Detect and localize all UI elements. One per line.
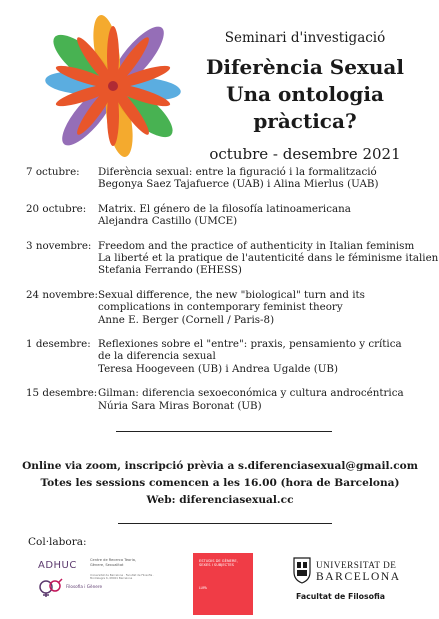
- adhuc-logo: [38, 556, 168, 606]
- lupa-text: ESTUDIS DE GÈNERE, SEXES I SUBJECTES: [199, 559, 238, 568]
- date-range: octubre - desembre 2021: [209, 145, 401, 163]
- session-title-continued: complications in contemporary feminist theory: [98, 301, 343, 314]
- session-speakers: Teresa Hoogeveen (UB) i Andrea Ugalde (UB): [98, 362, 338, 375]
- seminar-kicker: Seminari d'investigació: [224, 30, 386, 46]
- ub-faculty: Facultat de Filosofia: [296, 592, 386, 601]
- adhuc-center-name: Centre de Recerca Teoria, Gènere, Sexualitat: [90, 558, 137, 567]
- session-title: Sexual difference, the new "biological" turn and its: [98, 288, 365, 301]
- session-title-translation: La liberté et la pratique de l'autenticité dans le féminisme italien: [98, 252, 439, 265]
- session-date: 3 novembre:: [26, 239, 92, 252]
- flower-petals-logo: [36, 6, 190, 160]
- session-date: 24 novembre:: [26, 288, 98, 301]
- website-line: Web: diferenciasexual.cc: [146, 494, 294, 506]
- session-speakers: Anne E. Berger (Cornell / Paris-8): [98, 313, 275, 326]
- adhuc-name: ADHUC: [38, 560, 77, 571]
- ub-logo: [292, 556, 400, 610]
- session-date: 7 octubre:: [26, 166, 80, 178]
- session-title: Gilman: diferencia sexoeconómica y cultura androcéntrica: [98, 387, 404, 400]
- schedule-line: Totes les sessions comencen a les 16.00 (hora de Barcelona): [40, 477, 400, 489]
- session-item: [26, 338, 430, 375]
- session-speakers: Stefania Ferrando (EHESS): [98, 264, 242, 277]
- session-date: 15 desembre:: [26, 387, 98, 400]
- session-date: 1 desembre:: [26, 338, 91, 351]
- session-title: Freedom and the practice of authenticity in Italian feminism: [98, 239, 415, 252]
- session-speakers: Alejandra Castillo (UMCE): [98, 215, 238, 228]
- session-list: [26, 166, 439, 424]
- adhuc-address: Universitat de Barcelona · Facultat de Filosofia · Montalegre 6, 08001 Barcelona: [90, 573, 154, 581]
- session-item: [26, 239, 439, 277]
- session-speakers: Begonya Saez Tajafuerce (UAB) i Alina Mierlus (UAB): [98, 178, 379, 191]
- divider: [116, 431, 332, 432]
- session-title: Diferència sexual: entre la figuració i la formalització: [98, 166, 377, 178]
- title-line-1: Diferència Sexual: [206, 55, 404, 79]
- lupa-subtext: LUPA: [199, 586, 207, 590]
- session-item: [26, 203, 430, 228]
- session-date: 20 octubre:: [26, 202, 87, 215]
- info-block: [10, 458, 430, 509]
- divider: [118, 523, 332, 524]
- session-title-continued: de la diferencia sexual: [98, 350, 216, 363]
- header: [180, 30, 430, 163]
- session-item: [26, 166, 430, 191]
- session-speakers: Núria Sara Miras Boronat (UB): [98, 399, 262, 412]
- session-title: Matrix. El género de la filosofía latinoamericana: [98, 202, 351, 215]
- session-title: Reflexiones sobre el "entre": praxis, pensamiento y crítica: [98, 338, 402, 351]
- ub-name-line-2: BARCELONA: [316, 571, 401, 583]
- title-line-2: Una ontologia pràctica?: [226, 82, 384, 133]
- adhuc-seal-icon: [38, 576, 64, 598]
- ub-name-line-1: UNIVERSITAT DE: [316, 560, 397, 570]
- lupa-logo: [193, 553, 253, 615]
- session-item: [26, 289, 430, 326]
- ub-crest-icon: [292, 556, 312, 584]
- session-item: [26, 387, 430, 412]
- collaborators-label: Col·labora:: [28, 536, 87, 548]
- registration-line: Online via zoom, inscripció prèvia a s.diferenciasexual@gmail.com: [22, 460, 418, 472]
- adhuc-faculty: Filosofia i Gènere: [66, 584, 103, 589]
